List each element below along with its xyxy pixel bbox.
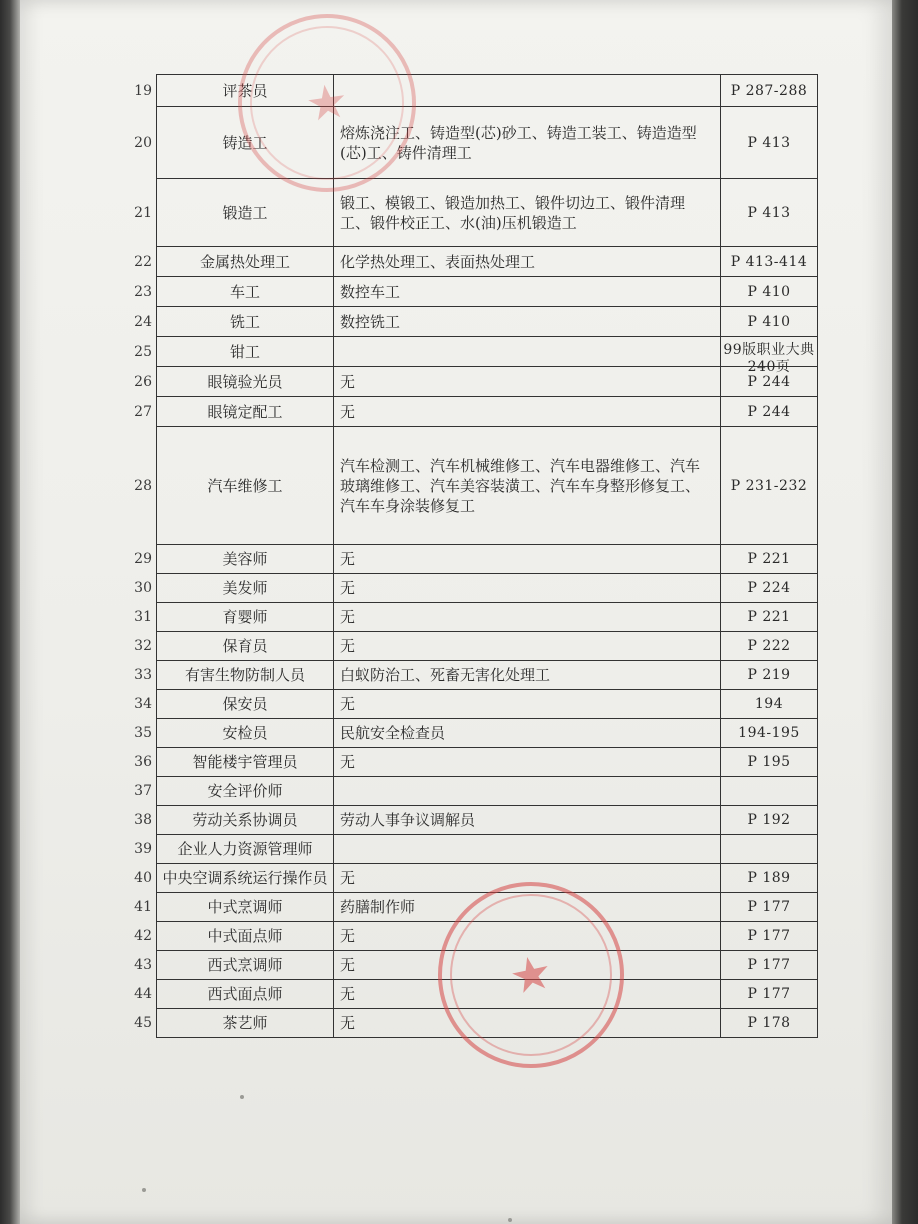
page-reference: P 221 (721, 603, 818, 632)
page-reference: P 413 (721, 107, 818, 179)
page-reference: P 244 (721, 397, 818, 427)
table-row (130, 864, 818, 893)
occupation-name: 中式烹调师 (157, 893, 334, 922)
row-number: 35 (134, 725, 152, 741)
sub-occupations: 熔炼浇注工、铸造型(芯)砂工、铸造工装工、铸造造型(芯)工、铸件清理工 (334, 107, 721, 179)
table-row (130, 806, 818, 835)
sub-occupations: 无 (334, 922, 721, 951)
sub-occupations: 无 (334, 1009, 721, 1038)
sub-occupations (334, 777, 721, 806)
occupation-name: 安检员 (157, 719, 334, 748)
sub-occupations: 无 (334, 367, 721, 397)
occupation-name: 美容师 (157, 545, 334, 574)
page-reference: 194 (721, 690, 818, 719)
seal-star-icon: ★ (304, 75, 349, 130)
sub-occupations: 无 (334, 397, 721, 427)
page-reference (721, 835, 818, 864)
page-reference: 194-195 (721, 719, 818, 748)
row-number: 36 (134, 754, 152, 770)
row-number: 28 (134, 477, 152, 494)
occupation-name: 育婴师 (157, 603, 334, 632)
sub-occupations: 无 (334, 690, 721, 719)
row-number: 34 (134, 696, 152, 712)
row-number: 31 (134, 609, 152, 625)
table-row (130, 277, 818, 307)
sub-occupations (334, 337, 721, 367)
row-number: 22 (134, 253, 152, 270)
row-number: 33 (134, 667, 152, 683)
table-row (130, 75, 818, 107)
occupation-name: 中式面点师 (157, 922, 334, 951)
occupation-name: 劳动关系协调员 (157, 806, 334, 835)
row-number: 42 (134, 928, 152, 944)
page-reference: P 221 (721, 545, 818, 574)
occupation-name: 金属热处理工 (157, 247, 334, 277)
row-number: 25 (134, 343, 152, 360)
occupation-name: 西式面点师 (157, 980, 334, 1009)
table-row (130, 427, 818, 545)
table-row (130, 107, 818, 179)
table-row (130, 337, 818, 367)
seal-inner-ring (240, 16, 414, 190)
occupation-name: 保安员 (157, 690, 334, 719)
row-number: 39 (134, 841, 152, 857)
sub-occupations: 数控车工 (334, 277, 721, 307)
page-reference: P 177 (721, 893, 818, 922)
sub-occupations: 汽车检测工、汽车机械维修工、汽车电器维修工、汽车玻璃维修工、汽车美容装潢工、汽车车身整形修复工、汽车车身涂装修复工 (334, 427, 721, 545)
table-row (130, 748, 818, 777)
paper-speck (240, 1095, 244, 1099)
occupation-name: 保育员 (157, 632, 334, 661)
page-reference-text: 99版职业大典240页 (723, 341, 815, 375)
paper-speck (142, 1188, 146, 1192)
page-reference: P 244 (721, 367, 818, 397)
occupation-name: 车工 (157, 277, 334, 307)
occupation-name: 眼镜验光员 (157, 367, 334, 397)
row-number: 32 (134, 638, 152, 654)
row-number: 37 (134, 783, 152, 799)
table-row (130, 661, 818, 690)
table-row (130, 777, 818, 806)
row-number: 24 (134, 313, 152, 330)
occupation-name: 铣工 (157, 307, 334, 337)
row-number: 30 (134, 580, 152, 596)
row-number: 19 (134, 82, 152, 99)
row-number: 45 (134, 1015, 152, 1031)
occupation-table-body (130, 75, 818, 1038)
table-row (130, 690, 818, 719)
occupation-name: 有害生物防制人员 (157, 661, 334, 690)
sub-occupations: 化学热处理工、表面热处理工 (334, 247, 721, 277)
page-reference: P 177 (721, 980, 818, 1009)
occupation-name: 中央空调系统运行操作员 (157, 864, 334, 893)
paper-sheet (20, 0, 892, 1224)
page-reference: P 222 (721, 632, 818, 661)
table-row (130, 307, 818, 337)
sub-occupations: 无 (334, 632, 721, 661)
sub-occupations (334, 835, 721, 864)
occupation-name: 美发师 (157, 574, 334, 603)
page-reference: P 413 (721, 179, 818, 247)
sub-occupations: 劳动人事争议调解员 (334, 806, 721, 835)
sub-occupations: 药膳制作师 (334, 893, 721, 922)
row-number: 38 (134, 812, 152, 828)
row-number: 43 (134, 957, 152, 973)
page-reference: P 231-232 (721, 427, 818, 545)
sub-occupations: 无 (334, 574, 721, 603)
table-row (130, 835, 818, 864)
sub-occupations: 无 (334, 545, 721, 574)
page-reference (721, 777, 818, 806)
occupation-name: 安全评价师 (157, 777, 334, 806)
sub-occupations: 无 (334, 951, 721, 980)
table-row (130, 603, 818, 632)
seal-star-icon: ★ (507, 946, 555, 1003)
page-reference: P 410 (721, 277, 818, 307)
occupation-name: 铸造工 (157, 107, 334, 179)
occupation-name: 钳工 (157, 337, 334, 367)
page-reference: P 219 (721, 661, 818, 690)
page-reference: P 195 (721, 748, 818, 777)
table-row (130, 574, 818, 603)
sub-occupations: 无 (334, 748, 721, 777)
row-number: 27 (134, 403, 152, 420)
occupation-name: 西式烹调师 (157, 951, 334, 980)
occupation-name: 汽车维修工 (157, 427, 334, 545)
page-reference: P 410 (721, 307, 818, 337)
occupation-name: 茶艺师 (157, 1009, 334, 1038)
occupation-name: 眼镜定配工 (157, 397, 334, 427)
sub-occupations: 无 (334, 864, 721, 893)
table-row (130, 179, 818, 247)
page-reference: P 413-414 (721, 247, 818, 277)
occupation-name: 企业人力资源管理师 (157, 835, 334, 864)
page-reference: P 287-288 (721, 75, 818, 107)
page-reference: P 224 (721, 574, 818, 603)
row-number: 44 (134, 986, 152, 1002)
table-row (130, 545, 818, 574)
sub-occupations: 白蚁防治工、死畜无害化处理工 (334, 661, 721, 690)
row-number: 29 (134, 551, 152, 567)
sub-occupations: 锻工、模锻工、锻造加热工、锻件切边工、锻件清理工、锻件校正工、水(油)压机锻造工 (334, 179, 721, 247)
occupation-table (130, 74, 818, 1038)
sub-occupations: 无 (334, 980, 721, 1009)
page-reference: P 177 (721, 922, 818, 951)
sub-occupations: 无 (334, 603, 721, 632)
paper-speck (508, 1218, 512, 1222)
table-row (130, 367, 818, 397)
page-reference (721, 337, 818, 375)
row-number: 23 (134, 283, 152, 300)
row-number: 41 (134, 899, 152, 915)
table-row (130, 397, 818, 427)
page-reference: P 189 (721, 864, 818, 893)
row-number: 40 (134, 870, 152, 886)
page-reference: P 177 (721, 951, 818, 980)
occupation-name: 智能楼宇管理员 (157, 748, 334, 777)
page-reference: P 178 (721, 1009, 818, 1038)
table-row (130, 719, 818, 748)
row-number: 20 (134, 134, 152, 151)
occupation-name: 锻造工 (157, 179, 334, 247)
sub-occupations: 数控铣工 (334, 307, 721, 337)
row-number: 26 (134, 373, 152, 390)
row-number: 21 (134, 204, 152, 221)
occupation-table-wrapper (130, 74, 818, 1038)
occupation-name: 评茶员 (157, 75, 334, 107)
sub-occupations: 民航安全检查员 (334, 719, 721, 748)
page-reference: P 192 (721, 806, 818, 835)
table-row (130, 632, 818, 661)
table-row (130, 247, 818, 277)
